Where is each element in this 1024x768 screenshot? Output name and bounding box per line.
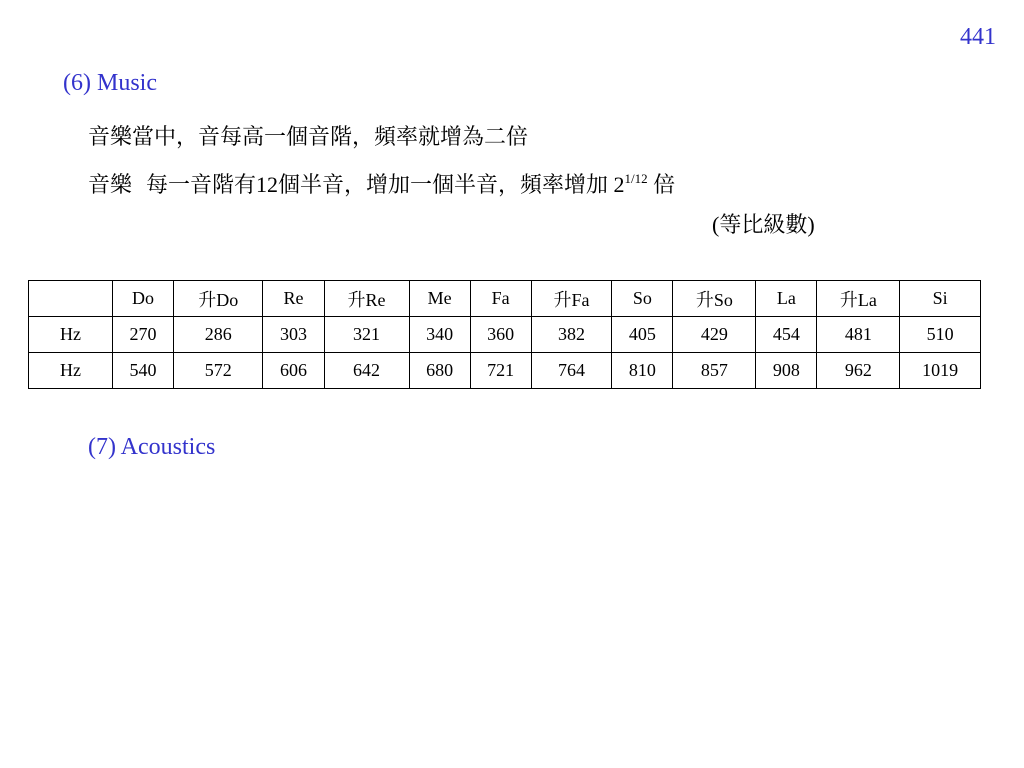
section-heading-acoustics: (7) Acoustics (88, 434, 216, 460)
table-header-cell: So (612, 281, 673, 317)
table-cell: 321 (324, 317, 409, 353)
table-cell: 303 (263, 317, 324, 353)
table-cell: 454 (756, 317, 817, 353)
exponent: 1/12 (624, 171, 648, 186)
table-cell: 540 (113, 353, 174, 389)
table-cell: 642 (324, 353, 409, 389)
table-header-row (29, 281, 981, 317)
table-cell: 360 (470, 317, 531, 353)
table-header-cell: La (756, 281, 817, 317)
table-header-cell: Si (900, 281, 981, 317)
table-header-cell: Me (409, 281, 470, 317)
table-header-cell: Fa (470, 281, 531, 317)
table-cell: 510 (900, 317, 981, 353)
music-line-2-suffix: 倍 (647, 172, 676, 197)
table-cell: 810 (612, 353, 673, 389)
music-text-line-2 (88, 168, 675, 199)
table-row-label: Hz (29, 317, 113, 353)
table-row (29, 353, 981, 389)
music-text-line-1: 音樂當中，音每高一個音階，頻率就增為二倍 (88, 124, 529, 149)
table-cell: 286 (174, 317, 263, 353)
table-header-cell: Re (263, 281, 324, 317)
table-header-cell: 升Do (174, 281, 263, 317)
table-cell: 908 (756, 353, 817, 389)
geometric-series-note: (等比級數) (712, 212, 815, 237)
table-cell: 405 (612, 317, 673, 353)
table-cell: 764 (531, 353, 612, 389)
table-corner-cell (29, 281, 113, 317)
table-header-cell: 升Fa (531, 281, 612, 317)
table-header-cell: 升Re (324, 281, 409, 317)
table-cell: 429 (673, 317, 756, 353)
table-cell: 606 (263, 353, 324, 389)
frequency-table (28, 280, 981, 389)
table-cell: 857 (673, 353, 756, 389)
music-line-2-label: 音樂 (88, 172, 133, 197)
table-cell: 721 (470, 353, 531, 389)
table-cell: 962 (817, 353, 900, 389)
table-cell: 680 (409, 353, 470, 389)
page-number: 441 (960, 24, 996, 50)
table-header-cell: 升So (673, 281, 756, 317)
table-row (29, 317, 981, 353)
table-header-cell: 升La (817, 281, 900, 317)
table-cell: 481 (817, 317, 900, 353)
music-line-2-body: 每一音階有12個半音，增加一個半音，頻率增加 2 (146, 172, 625, 197)
section-heading-music: (6) Music (63, 70, 157, 96)
table-cell: 382 (531, 317, 612, 353)
table-header-cell: Do (113, 281, 174, 317)
table-cell: 572 (174, 353, 263, 389)
table-cell: 270 (113, 317, 174, 353)
table-cell: 1019 (900, 353, 981, 389)
table-row-label: Hz (29, 353, 113, 389)
table-cell: 340 (409, 317, 470, 353)
